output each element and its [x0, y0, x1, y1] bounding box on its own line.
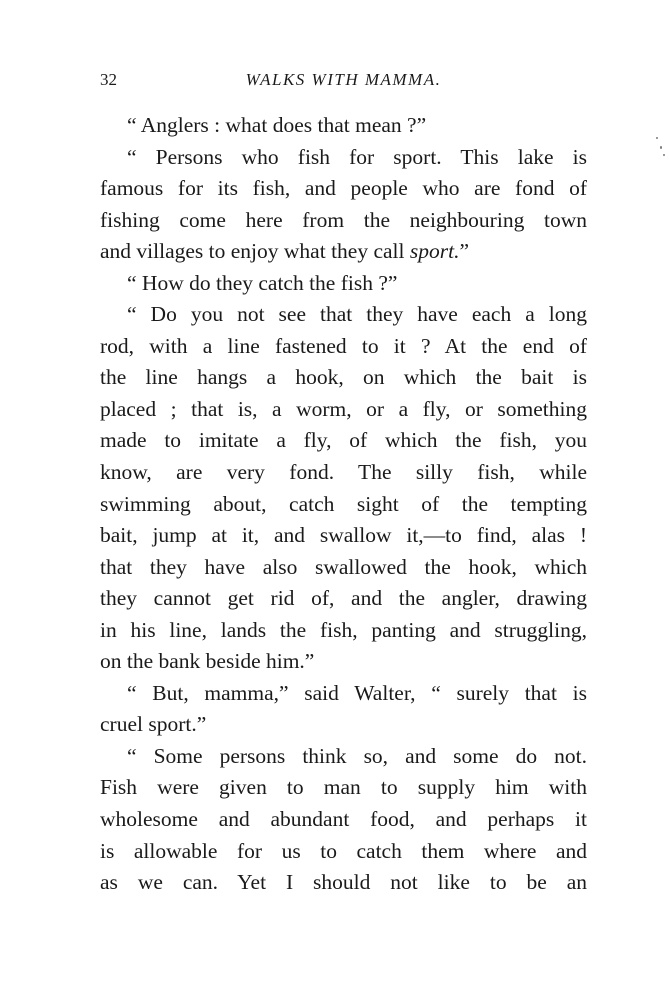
italic-word: sport. [409, 239, 460, 264]
text-line: that they have also swallowed the hook, which [100, 554, 587, 579]
text-line: wholesome and abundant food, and perhaps it [100, 807, 587, 832]
text-line: “ But, mamma,” said Walter, “ surely that is [127, 680, 587, 705]
text-line: bait, jump at it, and swallow it,—to find, alas ! [100, 523, 587, 548]
margin-speck [660, 146, 662, 149]
body-text [100, 110, 587, 899]
text-line: in his line, lands the fish, panting and struggling, [100, 617, 587, 642]
text-line: cruel sport.” [100, 712, 207, 737]
margin-speck [656, 137, 658, 139]
text-line: “ Do you not see that they have each a long [127, 302, 587, 327]
text-line: made to imitate a fly, of which the fish, you [100, 428, 587, 453]
text-line: fishing come here from the neighbouring town [100, 207, 587, 232]
text-line: they cannot get rid of, and the angler, drawing [100, 586, 587, 611]
page-number: 32 [100, 70, 117, 89]
text-line: know, are very fond. The silly fish, while [100, 460, 587, 485]
text-line: as we can. Yet I should not like to be an [100, 870, 587, 895]
text-line: “ Persons who fish for sport. This lake is [127, 144, 587, 169]
running-head [100, 70, 587, 94]
text-line: Fish were given to man to supply him with [100, 775, 587, 800]
running-title: WALKS WITH MAMMA. [245, 70, 442, 89]
text-line: rod, with a line fastened to it ? At the end of [100, 333, 587, 358]
text-line: and villages to enjoy what they call sport.” [100, 239, 470, 264]
text-line: swimming about, catch sight of the tempting [100, 491, 587, 516]
text-line: “ How do they catch the fish ?” [127, 270, 398, 295]
text-line: is allowable for us to catch them where and [100, 838, 587, 863]
text-line: famous for its fish, and people who are fond of [100, 176, 587, 201]
text-line: placed ; that is, a worm, or a fly, or something [100, 396, 587, 421]
text-line: “ Anglers : what does that mean ?” [127, 113, 427, 137]
text-line: on the bank beside him.” [100, 649, 315, 674]
margin-speck [663, 154, 665, 156]
text-line: the line hangs a hook, on which the bait is [100, 365, 587, 390]
text-line: “ Some persons think so, and some do not. [127, 743, 587, 768]
